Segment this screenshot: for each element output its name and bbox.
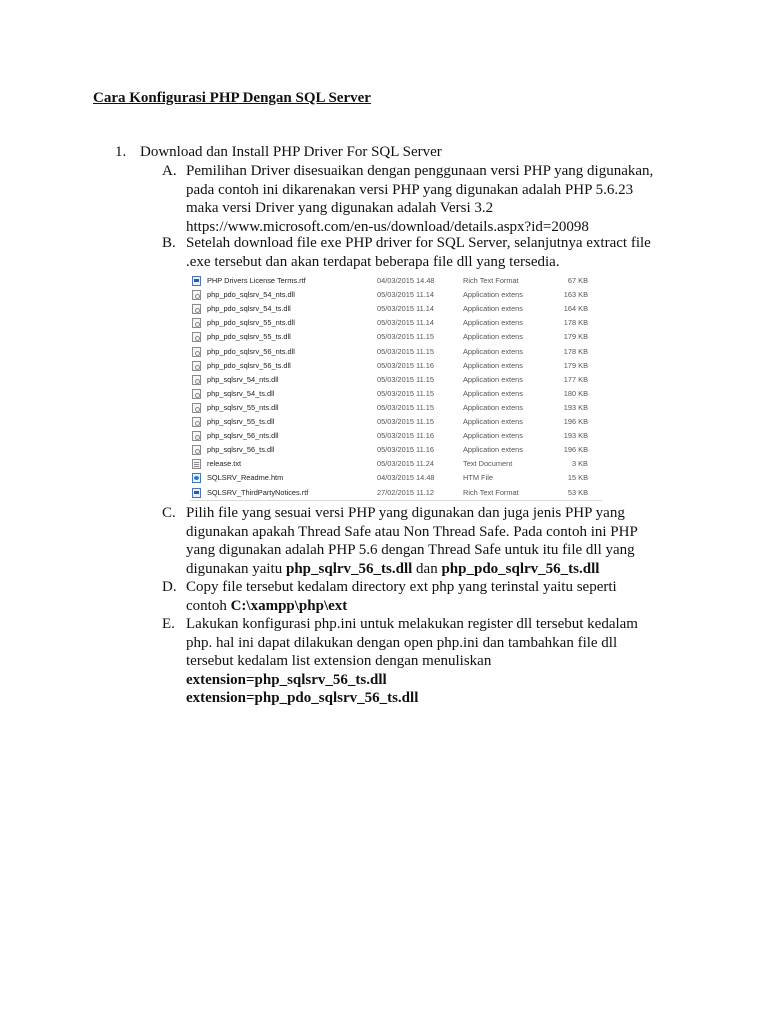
text-fragment: digunakan yaitu [186,560,286,577]
dll-file-icon [192,445,201,455]
extension-line: extension=php_pdo_sqlsrv_56_ts.dll [186,690,419,707]
text-line: pada contoh ini dikarenakan versi PHP yang digunakan adalah PHP 5.6.23 [186,181,634,198]
file-type: Application extens [463,318,523,328]
file-date: 04/03/2015 14.48 [377,473,435,483]
file-date: 05/03/2015 11.15 [377,374,434,384]
file-date: 05/03/2015 11.15 [377,332,434,342]
file-name: php_sqlsrv_55_nts.dll [207,402,279,412]
file-date: 05/03/2015 11.15 [377,388,434,398]
file-name: SQLSRV_Readme.htm [207,473,284,483]
file-size: 3 KB [571,459,588,469]
file-type: Application extens [463,290,523,300]
file-name: release.txt [207,459,242,469]
file-size: 196 KB [563,445,588,455]
dll-file-icon [192,332,201,342]
text-line: .exe tersebut dan akan terdapat beberapa file dll yang tersedia. [186,253,560,270]
file-type: Application extens [463,402,523,412]
file-row[interactable] [190,316,602,330]
file-name: php_pdo_sqlsrv_55_ts.dll [207,332,291,342]
file-size: 67 KB [567,276,588,285]
file-type: Application extens [463,445,523,455]
dll-file-icon [192,347,201,357]
text-line [186,597,686,616]
text-line: yang digunakan adalah PHP 5.6 dengan Thread Safe untuk itu file dll yang [186,542,635,559]
substep-a-letter: A. [162,163,177,179]
file-name: php_pdo_sqlsrv_54_ts.dll [207,304,291,314]
file-name: SQLSRV_ThirdPartyNotices.rtf [207,487,309,497]
file-row[interactable] [190,471,602,485]
text-line: Copy file tersebut kedalam directory ext php yang terinstal yaitu seperti [186,579,617,595]
file-size: 178 KB [563,346,588,356]
rtf-file-icon [192,276,201,286]
file-row[interactable] [190,373,602,387]
file-row[interactable] [190,387,602,401]
file-date: 05/03/2015 11.14 [377,290,434,300]
file-size: 177 KB [563,374,588,384]
step-1-number: 1. [115,144,127,160]
file-type: Application extens [463,431,523,441]
file-type: Application extens [463,346,523,356]
substep-e-letter: E. [162,616,175,632]
file-row[interactable] [190,345,602,359]
file-date: 05/03/2015 11.24 [377,459,434,469]
file-row[interactable] [190,359,602,373]
file-type: Text Document [463,459,513,469]
file-size: 178 KB [563,318,588,328]
text-line: Setelah download file exe PHP driver for SQL Server, selanjutnya extract file [186,235,651,251]
file-date: 05/03/2015 11.15 [377,417,434,426]
dll-file-icon [192,403,201,413]
file-row[interactable] [190,302,602,316]
text-line: tersebut kedalam list extension dengan menuliskan [186,653,492,670]
dll-file-icon [192,361,201,371]
substep-c-letter: C. [162,505,176,521]
file-size: 180 KB [563,388,588,398]
text-line: php. hal ini dapat dilakukan dengan open php.ini dan tambahkan file dll [186,634,618,651]
file-type: Application extens [463,374,523,384]
substep-d-text [186,578,686,615]
file-type: Application extens [463,360,523,370]
text-line: maka versi Driver yang digunakan adalah Versi 3.2 [186,200,494,217]
file-size: 179 KB [563,360,588,370]
file-name: php_sqlsrv_54_ts.dll [207,388,275,398]
file-name: php_sqlsrv_56_ts.dll [207,445,275,455]
file-date: 05/03/2015 11.14 [377,304,434,314]
htm-file-icon [192,473,201,483]
file-row[interactable] [190,457,602,471]
dll-file-name: php_sqlrv_56_ts.dll [285,560,413,577]
substep-d-letter: D. [162,579,177,595]
rtf-file-icon [192,488,201,498]
file-size: 15 KB [567,473,588,483]
dll-file-icon [192,389,201,399]
extension-line: extension=php_sqlsrv_56_ts.dll [186,671,387,688]
file-name: php_pdo_sqlsrv_56_ts.dll [207,360,291,370]
file-type: Application extens [463,304,523,314]
substep-b-text [186,234,686,271]
file-type: HTM File [463,473,493,483]
file-size: 164 KB [563,304,588,314]
file-date: 05/03/2015 11.15 [377,402,434,412]
file-name: php_pdo_sqlsrv_55_nts.dll [207,318,295,328]
text-line: Lakukan konfigurasi php.ini untuk melakukan register dll tersebut kedalam [186,616,638,632]
file-name: php_sqlsrv_54_nts.dll [207,374,279,384]
ext-directory-path: C:\xampp\php\ext [230,597,348,614]
file-size: 163 KB [563,290,588,300]
file-row[interactable] [190,288,602,302]
txt-file-icon [192,459,201,469]
text-fragment: dan [412,560,442,577]
file-type: Application extens [463,388,523,398]
file-date: 27/02/2015 11.12 [377,487,434,497]
file-name: php_sqlsrv_55_ts.dll [207,417,275,426]
file-row[interactable] [190,274,602,288]
document-title: Cara Konfigurasi PHP Dengan SQL Server [93,90,371,106]
file-name: php_pdo_sqlsrv_54_nts.dll [207,290,295,300]
text-line [186,560,686,579]
dll-file-icon [192,304,201,314]
substep-b-letter: B. [162,235,176,251]
file-name: PHP Drivers License Terms.rtf [207,276,306,285]
dll-file-icon [192,417,201,427]
file-date: 05/03/2015 11.14 [377,318,434,328]
file-size: 193 KB [563,431,588,441]
file-date: 05/03/2015 11.15 [377,346,434,356]
dll-file-icon [192,290,201,300]
substep-a-text [186,162,686,236]
file-name: php_pdo_sqlsrv_56_nts.dll [207,346,295,356]
file-row[interactable] [190,415,602,429]
file-row[interactable] [190,401,602,415]
file-name: php_sqlsrv_56_nts.dll [207,431,279,441]
dll-file-icon [192,375,201,385]
file-size: 196 KB [563,417,588,426]
file-size: 193 KB [563,402,588,412]
file-row[interactable] [190,443,602,457]
file-size: 179 KB [563,332,588,342]
dll-file-icon [192,431,201,441]
substep-c-text [186,504,686,578]
file-date: 05/03/2015 11.16 [377,431,434,441]
step-1-text: Download dan Install PHP Driver For SQL Server [140,144,442,160]
text-line: Pemilihan Driver disesuaikan dengan penggunaan versi PHP yang digunakan, [186,163,654,179]
text-fragment: contoh [186,597,231,614]
dll-file-icon [192,318,201,328]
file-row[interactable] [190,330,602,344]
file-size: 53 KB [567,487,588,497]
file-type: Rich Text Format [463,276,519,285]
dll-file-name: php_pdo_sqlrv_56_ts.dll [441,560,600,577]
file-date: 05/03/2015 11.16 [377,360,434,370]
download-url[interactable]: https://www.microsoft.com/en-us/download/details.aspx?id=20098 [186,218,589,235]
file-row[interactable] [190,486,602,500]
file-type: Rich Text Format [463,487,519,497]
text-line: Pilih file yang sesuai versi PHP yang digunakan dan juga jenis PHP yang [186,505,625,521]
file-date: 04/03/2015 14.48 [377,276,435,285]
text-line: digunakan apakah Thread Safe atau Non Thread Safe. Pada contoh ini PHP [186,523,638,540]
substep-e-text [186,615,686,708]
file-type: Application extens [463,332,523,342]
file-date: 05/03/2015 11.16 [377,445,434,455]
file-type: Application extens [463,417,523,426]
file-list-screenshot [190,274,602,501]
file-row[interactable] [190,429,602,443]
